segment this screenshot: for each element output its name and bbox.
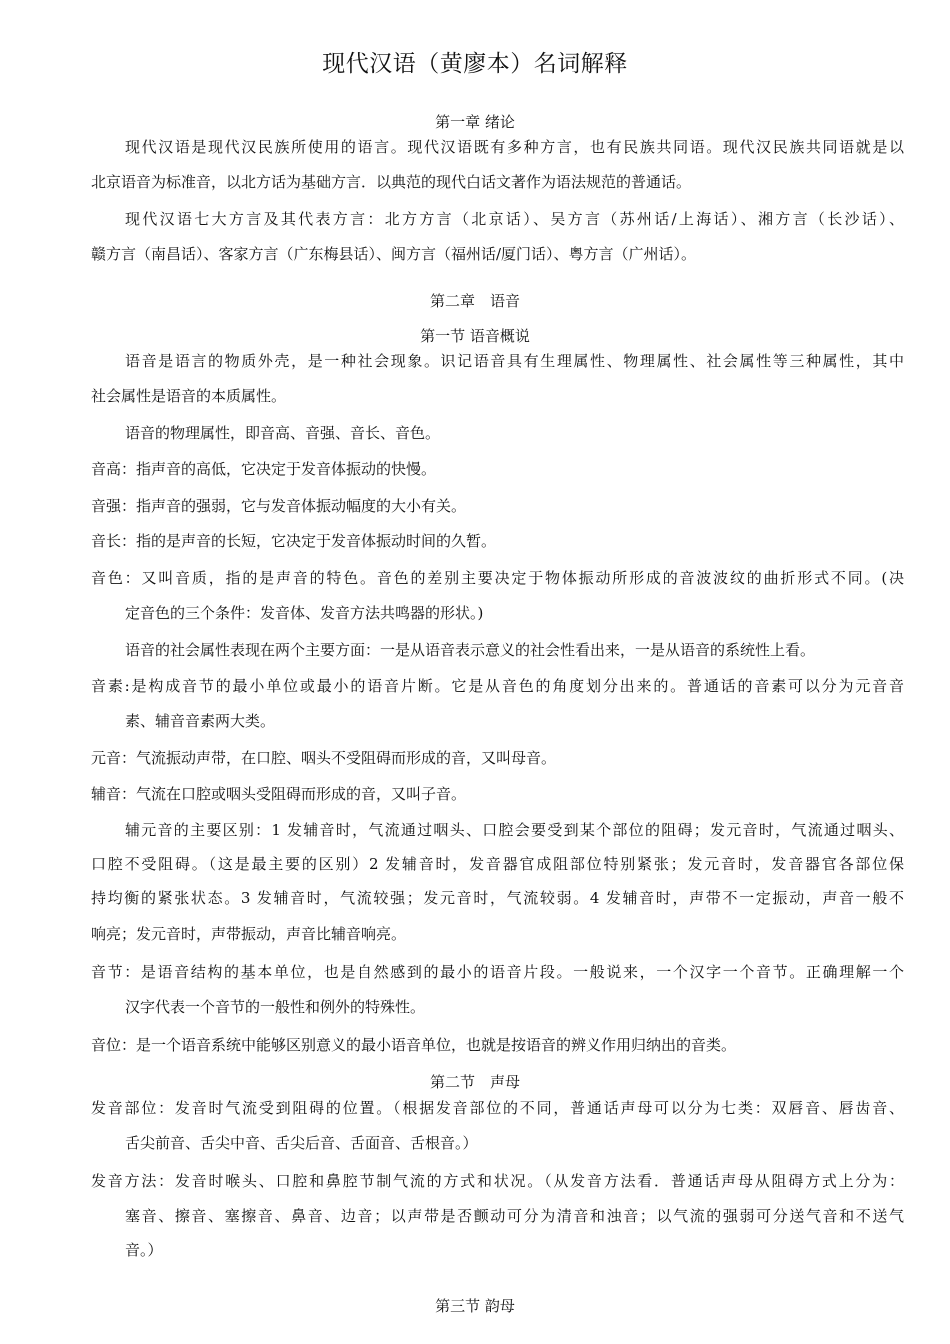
paragraph-line: 语音的社会属性表现在两个主要方面：一是从语音表示意义的社会性看出来，一是从语音的系统性上看。 xyxy=(125,641,816,659)
paragraph-line: 持均衡的紧张状态。3 发辅音时，气流较强；发元音时，气流较弱。4 发辅音时，声带不一定振动，声音一般不 xyxy=(91,889,904,907)
section-heading: 第一章 绪论 xyxy=(435,113,515,131)
paragraph-line: 语音是语言的物质外壳，是一种社会现象。识记语音具有生理属性、物理属性、社会属性等三种属性，其中 xyxy=(125,352,904,370)
paragraph-line: 社会属性是语音的本质属性。 xyxy=(91,387,287,405)
term-definition-line: 定音色的三个条件：发音体、发音方法共鸣器的形状。) xyxy=(125,604,484,622)
section-heading: 第二章 语音 xyxy=(429,292,520,310)
paragraph-line: 语音的物理属性，即音高、音强、音长、音色。 xyxy=(125,424,441,442)
term-definition-line: 音长：指的是声音的长短，它决定于发音体振动时间的久暂。 xyxy=(91,532,497,550)
section-heading: 第三节 韵母 xyxy=(435,1297,515,1315)
term-definition-line: 音位：是一个语音系统中能够区别意义的最小语音单位，也就是按语音的辨义作用归纳出的音类。 xyxy=(91,1036,737,1054)
term-definition-line: 舌尖前音、舌尖中音、舌尖后音、舌面音、舌根音。） xyxy=(125,1134,478,1152)
paragraph-line: 现代汉语七大方言及其代表方言：北方方言（北京话）、吴方言（苏州话/上海话）、湘方言（长沙话）、 xyxy=(125,210,904,228)
section-heading: 第二节 声母 xyxy=(429,1073,520,1091)
term-definition-line: 音色：又叫音质，指的是声音的特色。音色的差别主要决定于物体振动所形成的音波波纹的曲折形式不同。(决 xyxy=(91,569,904,587)
paragraph-line: 口腔不受阻碍。（这是最主要的区别）2 发辅音时，发音器官成阻部位特别紧张；发元音时，发音器官各部位保 xyxy=(91,855,904,873)
term-definition-line: 音强：指声音的强弱，它与发音体振动幅度的大小有关。 xyxy=(91,497,467,515)
term-definition-line: 发音方法：发音时喉头、口腔和鼻腔节制气流的方式和状况。（从发音方法看．普通话声母从阻碍方式上分为： xyxy=(91,1172,904,1190)
page-title: 现代汉语（黄廖本）名词解释 xyxy=(322,51,628,77)
term-definition-line: 音。） xyxy=(125,1241,163,1259)
term-definition-line: 音节：是语音结构的基本单位，也是自然感到的最小的语音片段。一般说来，一个汉字一个音节。正确理解一个 xyxy=(91,963,904,981)
term-definition-line: 音高：指声音的高低，它决定于发音体振动的快慢。 xyxy=(91,460,437,478)
term-definition-line: 辅音：气流在口腔或咽头受阻碍而形成的音，又叫子音。 xyxy=(91,785,467,803)
paragraph-line: 现代汉语是现代汉民族所使用的语言。现代汉语既有多种方言，也有民族共同语。现代汉民族共同语就是以 xyxy=(125,138,904,156)
paragraph-line: 赣方言（南昌话）、客家方言（广东梅县话）、闽方言（福州话/厦门话）、粤方言（广州话）。 xyxy=(91,245,697,263)
term-definition-line: 塞音、擦音、塞擦音、鼻音、边音；以声带是否颤动可分为清音和浊音；以气流的强弱可分送气音和不送气 xyxy=(125,1207,904,1225)
section-heading: 第一节 语音概说 xyxy=(420,327,530,345)
paragraph-line: 北京语音为标准音，以北方话为基础方言．以典范的现代白话文著作为语法规范的普通话。 xyxy=(91,173,692,191)
term-definition-line: 汉字代表一个音节的一般性和例外的特殊性。 xyxy=(125,998,426,1016)
term-definition-line: 音素:是构成音节的最小单位或最小的语音片断。它是从音色的角度划分出来的。普通话的音素可以分为元音音 xyxy=(91,677,904,695)
paragraph-line: 响亮；发元音时，声带振动，声音比辅音响亮。 xyxy=(91,925,407,943)
term-definition-line: 素、辅音音素两大类。 xyxy=(125,712,276,730)
term-definition-line: 发音部位：发音时气流受到阻碍的位置。（根据发音部位的不同，普通话声母可以分为七类：双唇音、唇齿音、 xyxy=(91,1099,904,1117)
term-definition-line: 元音：气流振动声带，在口腔、咽头不受阻碍而形成的音，又叫母音。 xyxy=(91,749,557,767)
paragraph-line: 辅元音的主要区别：1 发辅音时，气流通过咽头、口腔会要受到某个部位的阻碍；发元音时，气流通过咽头、 xyxy=(125,821,904,839)
